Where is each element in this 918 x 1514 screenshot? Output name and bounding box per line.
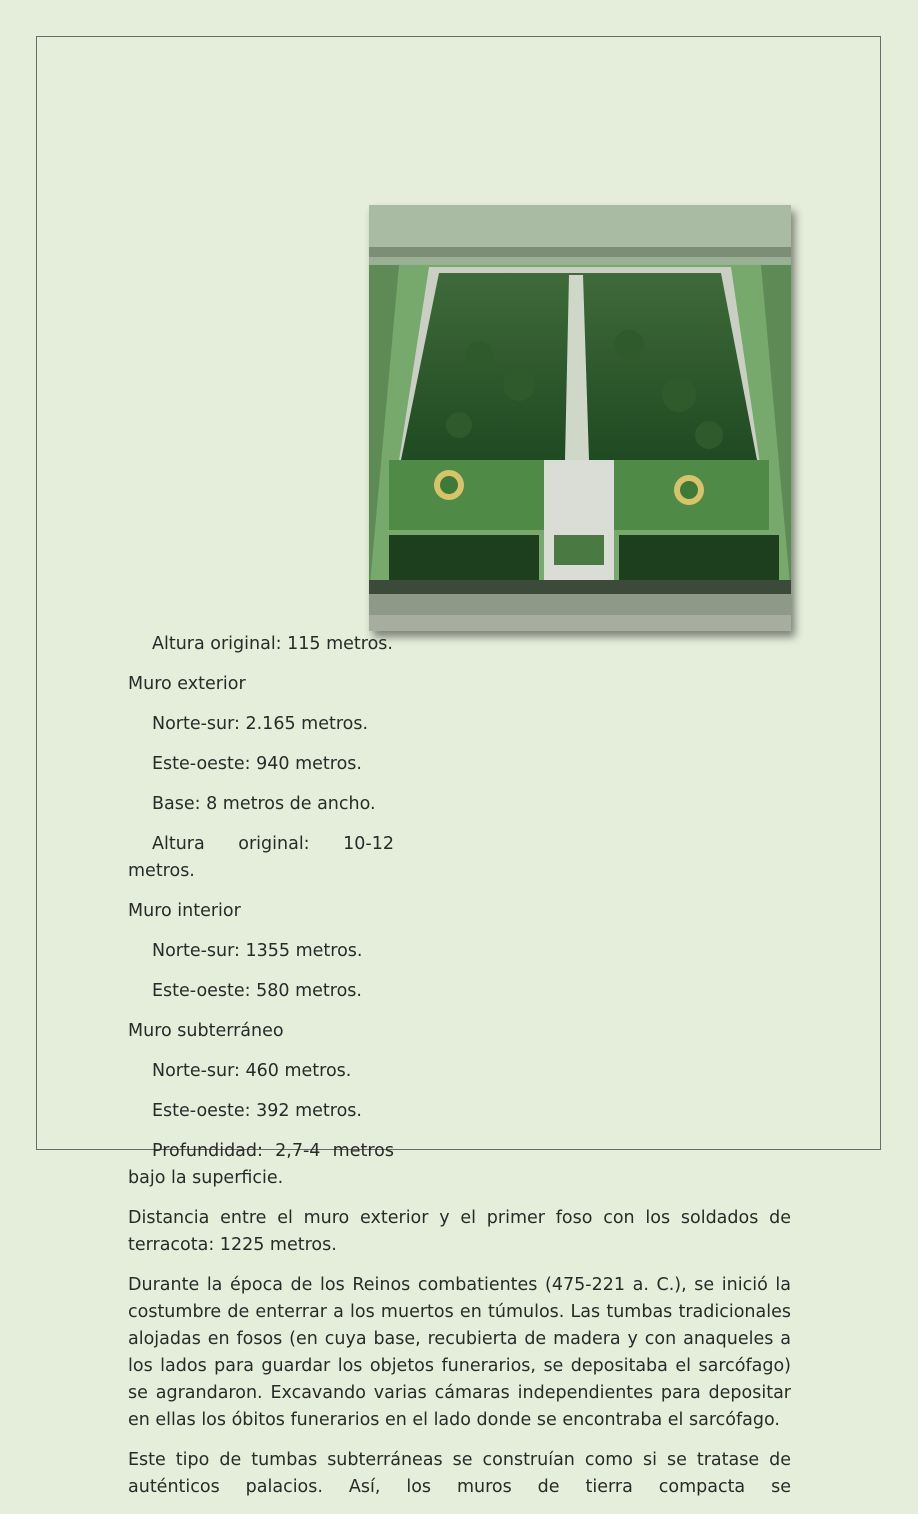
subterraneo-profundidad-item: Profundidad: 2,7-4 metros bajo la superficie. <box>128 1141 394 1188</box>
muro-interior-heading: Muro interior <box>128 901 241 921</box>
subterraneo-este-oeste-item: Este-oeste: 392 metros. <box>152 1101 362 1121</box>
exterior-base-item: Base: 8 metros de ancho. <box>152 794 376 814</box>
mausoleum-aerial-photo <box>369 205 791 631</box>
distancia-paragraph: Distancia entre el muro exterior y el primer foso con los soldados de terracota: 1225 metros. <box>128 1208 791 1255</box>
altura-original-item: Altura original: 115 metros. <box>152 634 393 654</box>
interior-norte-sur-item: Norte-sur: 1355 metros. <box>152 941 363 961</box>
muro-subterraneo-heading: Muro subterráneo <box>128 1021 284 1041</box>
reinos-paragraph: Durante la época de los Reinos combatientes (475-221 a. C.), se inició la costumbre de enterrar a los muertos en túmulos. Las tumbas tradicionales alojadas en fosos (en cuya base, recubierta de madera y con anaqueles a los lados para guardar los objetos funerarios, se depositaba el sarcófago) se agrandaron. Excavando varias cámaras independientes para depositar en ellas los óbitos funerarios en el lado donde se encontraba el sarcófago. <box>128 1275 791 1430</box>
mausoleum-aerial-image <box>369 205 791 631</box>
dimensions-column <box>128 631 394 1205</box>
subterraneo-norte-sur-item: Norte-sur: 460 metros. <box>152 1061 352 1081</box>
palacios-paragraph: Este tipo de tumbas subterráneas se construían como si se tratase de auténticos palacios. Así, los muros de tierra compacta se <box>128 1450 791 1497</box>
exterior-norte-sur-item: Norte-sur: 2.165 metros. <box>152 714 369 734</box>
document-body <box>128 106 791 1514</box>
interior-este-oeste-item: Este-oeste: 580 metros. <box>152 981 362 1001</box>
exterior-este-oeste-item: Este-oeste: 940 metros. <box>152 754 362 774</box>
exterior-altura-item: Altura original: 10-12 metros. <box>128 834 394 881</box>
muro-exterior-heading: Muro exterior <box>128 674 246 694</box>
